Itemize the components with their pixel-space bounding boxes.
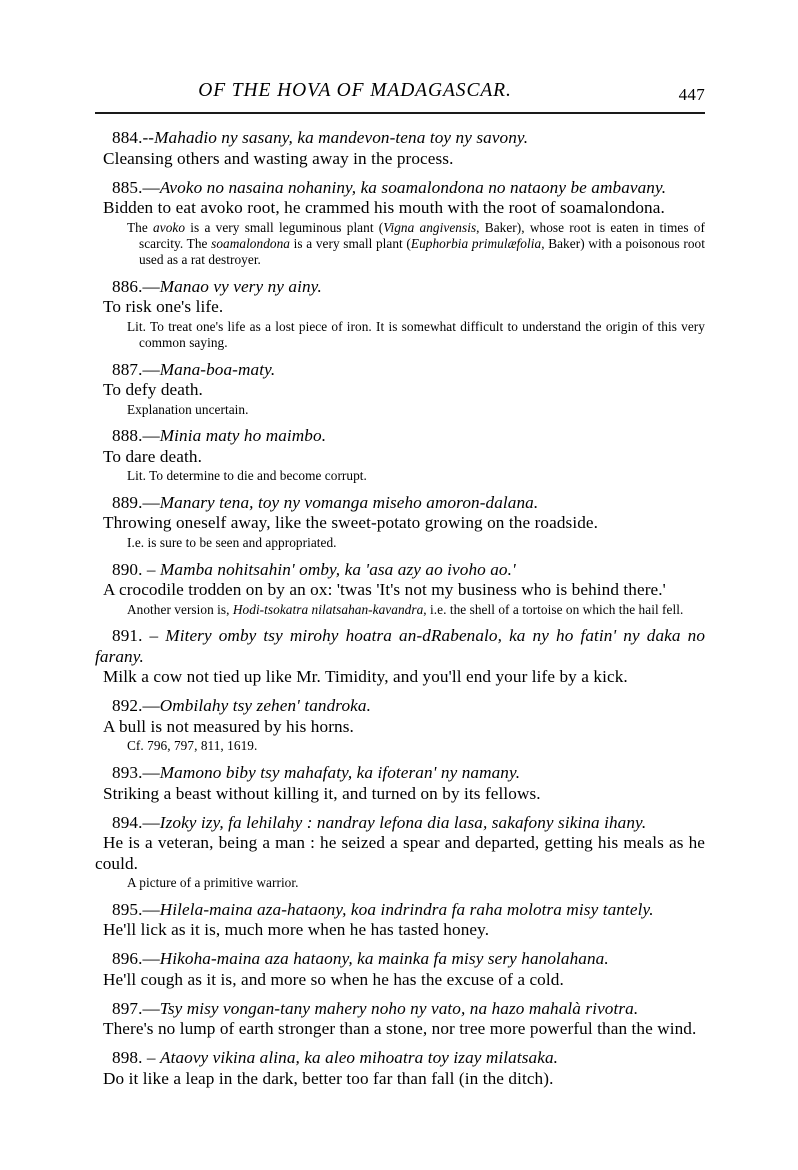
- proverb-translation: He is a veteran, being a man : he seized a spear and departed, getting his meals as he could.: [95, 833, 705, 873]
- proverb-text: [95, 763, 705, 784]
- proverb-note: A picture of a primitive warrior.: [127, 875, 299, 891]
- proverb-note: Explanation uncertain.: [127, 401, 249, 417]
- proverb-translation: Bidden to eat avoko root, he crammed his mouth with the root of soamalondona.: [103, 198, 665, 217]
- proverb-text: [95, 128, 705, 149]
- proverb-number: 895.—: [112, 899, 160, 919]
- proverb-translation: Throwing oneself away, like the sweet-potato growing on the roadside.: [103, 513, 599, 533]
- proverb-number: 889.—: [112, 492, 160, 512]
- proverb-text: [95, 949, 705, 970]
- proverb-original: Izoky izy, fa lehilahy : nandray lefona dia lasa, sakafony sikina ihany.: [159, 812, 647, 832]
- proverb-original: Manary tena, toy ny vomanga miseho amoron-dalana.: [159, 492, 539, 512]
- proverb-original: Hikoha-maina aza hataony, ka mainka fa misy sery hanolahana.: [159, 949, 609, 969]
- proverb-note: The avoko is a very small leguminous plant (Vigna angivensis, Baker), whose root is eaten in times of scarcity. The soamalondona is a very small plant (Euphorbia primulæfolia, Baker) with a poisonous root used as a rat destroyer.: [127, 219, 705, 267]
- running-head: [95, 80, 705, 110]
- proverb-entry: [95, 900, 705, 941]
- proverb-number: 896.—: [112, 949, 160, 969]
- proverb-original: Minia maty ho maimbo.: [159, 426, 327, 446]
- proverb-entry: [95, 813, 705, 892]
- proverb-translation: A crocodile trodden on by an ox: 'twas 'It's not my business who is behind there.': [103, 580, 666, 600]
- proverb-list: [95, 128, 705, 1098]
- proverb-number: 888.—: [112, 426, 160, 446]
- proverb-number: 897.—: [112, 998, 160, 1018]
- proverb-number: 890. –: [112, 559, 160, 579]
- proverb-translation: Striking a beast without killing it, and turned on by its fellows.: [103, 783, 541, 803]
- proverb-number: 886.—: [112, 276, 160, 296]
- proverb-entry: [95, 949, 705, 990]
- proverb-number: 891. –: [112, 626, 166, 646]
- proverb-text: [95, 626, 705, 667]
- proverb-entry: [95, 696, 705, 754]
- proverb-translation: There's no lump of earth stronger than a stone, nor tree more powerful than the wind.: [103, 1019, 697, 1039]
- proverb-entry: [95, 277, 705, 351]
- proverb-number: 885.—: [112, 177, 160, 197]
- proverb-number: 884.--: [112, 128, 155, 147]
- proverb-entry: [95, 999, 705, 1040]
- proverb-entry: [95, 128, 705, 169]
- header-rule: [95, 112, 705, 114]
- proverb-text: [95, 493, 705, 514]
- proverb-text: [95, 360, 705, 381]
- proverb-note: Another version is, Hodi-tsokatra nilatsahan-kavandra, i.e. the shell of a tortoise on which the hail fell.: [127, 601, 684, 617]
- proverb-original: Hilela-maina aza-hataony, koa indrindra fa raha molotra misy tantely.: [159, 899, 654, 919]
- page-title: OF THE HOVA OF MADAGASCAR.: [198, 80, 512, 101]
- proverb-entry: [95, 763, 705, 804]
- proverb-original: Ombilahy tsy zehen' tandroka.: [159, 696, 371, 716]
- proverb-translation: To dare death.: [103, 446, 202, 466]
- proverb-translation: He'll cough as it is, and more so when he has the excuse of a cold.: [103, 969, 564, 989]
- page-number: 447: [678, 85, 705, 104]
- proverb-number: 893.—: [112, 763, 160, 783]
- proverb-text: [95, 900, 705, 921]
- proverb-translation: Milk a cow not tied up like Mr. Timidity, and you'll end your life by a kick.: [103, 667, 628, 687]
- proverb-entry: [95, 360, 705, 418]
- proverb-translation: To risk one's life.: [103, 297, 224, 317]
- proverb-text: [95, 1048, 705, 1069]
- proverb-note: I.e. is sure to be seen and appropriated.: [127, 534, 337, 550]
- proverb-original: Mamba nohitsahin' omby, ka 'asa azy ao ivoho ao.': [159, 559, 516, 579]
- proverb-translation: He'll lick as it is, much more when he has tasted honey.: [103, 920, 490, 940]
- proverb-original: Manao vy very ny ainy.: [159, 276, 322, 296]
- proverb-original: Mana-boa-maty.: [159, 359, 276, 379]
- proverb-note: Cf. 796, 797, 811, 1619.: [127, 738, 258, 754]
- proverb-note: Lit. To determine to die and become corrupt.: [127, 468, 367, 484]
- proverb-text: [95, 178, 705, 199]
- proverb-number: 892.—: [112, 696, 160, 716]
- proverb-translation: Cleansing others and wasting away in the process.: [103, 148, 454, 168]
- proverb-entry: [95, 426, 705, 484]
- proverb-entry: [95, 493, 705, 551]
- proverb-original: Mitery omby tsy mirohy hoatra an-dRabenalo, ka ny ho fatin' ny daka no farany.: [95, 626, 706, 666]
- proverb-original: Ataovy vikina alina, ka aleo mihoatra toy izay milatsaka.: [159, 1048, 559, 1068]
- proverb-text: [95, 426, 705, 447]
- proverb-original: Mahadio ny sasany, ka mandevon-tena toy ny savony.: [154, 128, 529, 147]
- proverb-number: 898. –: [112, 1048, 160, 1068]
- proverb-original: Avoko no nasaina nohaniny, ka soamalondona no nataony be ambavany.: [159, 177, 667, 197]
- proverb-text: [95, 277, 705, 298]
- proverb-text: [95, 560, 705, 581]
- proverb-entry: [95, 626, 705, 688]
- proverb-original: Tsy misy vongan-tany mahery noho ny vato, na hazo mahalà rivotra.: [159, 998, 639, 1018]
- proverb-translation: To defy death.: [103, 380, 203, 400]
- proverb-number: 894.—: [112, 812, 160, 832]
- proverb-note: Lit. To treat one's life as a lost piece of iron. It is somewhat difficult to understand the origin of this very common saying.: [127, 318, 705, 350]
- proverb-number: 887.—: [112, 359, 160, 379]
- proverb-text: [95, 696, 705, 717]
- proverb-entry: [95, 560, 705, 618]
- proverb-text: [95, 999, 705, 1020]
- proverb-original: Mamono biby tsy mahafaty, ka ifoteran' ny namany.: [159, 763, 521, 783]
- proverb-translation: A bull is not measured by his horns.: [103, 716, 354, 736]
- proverb-text: [95, 813, 705, 834]
- proverb-entry: [95, 178, 705, 269]
- proverb-entry: [95, 1048, 705, 1089]
- proverb-translation: Do it like a leap in the dark, better too far than fall (in the ditch).: [103, 1068, 554, 1088]
